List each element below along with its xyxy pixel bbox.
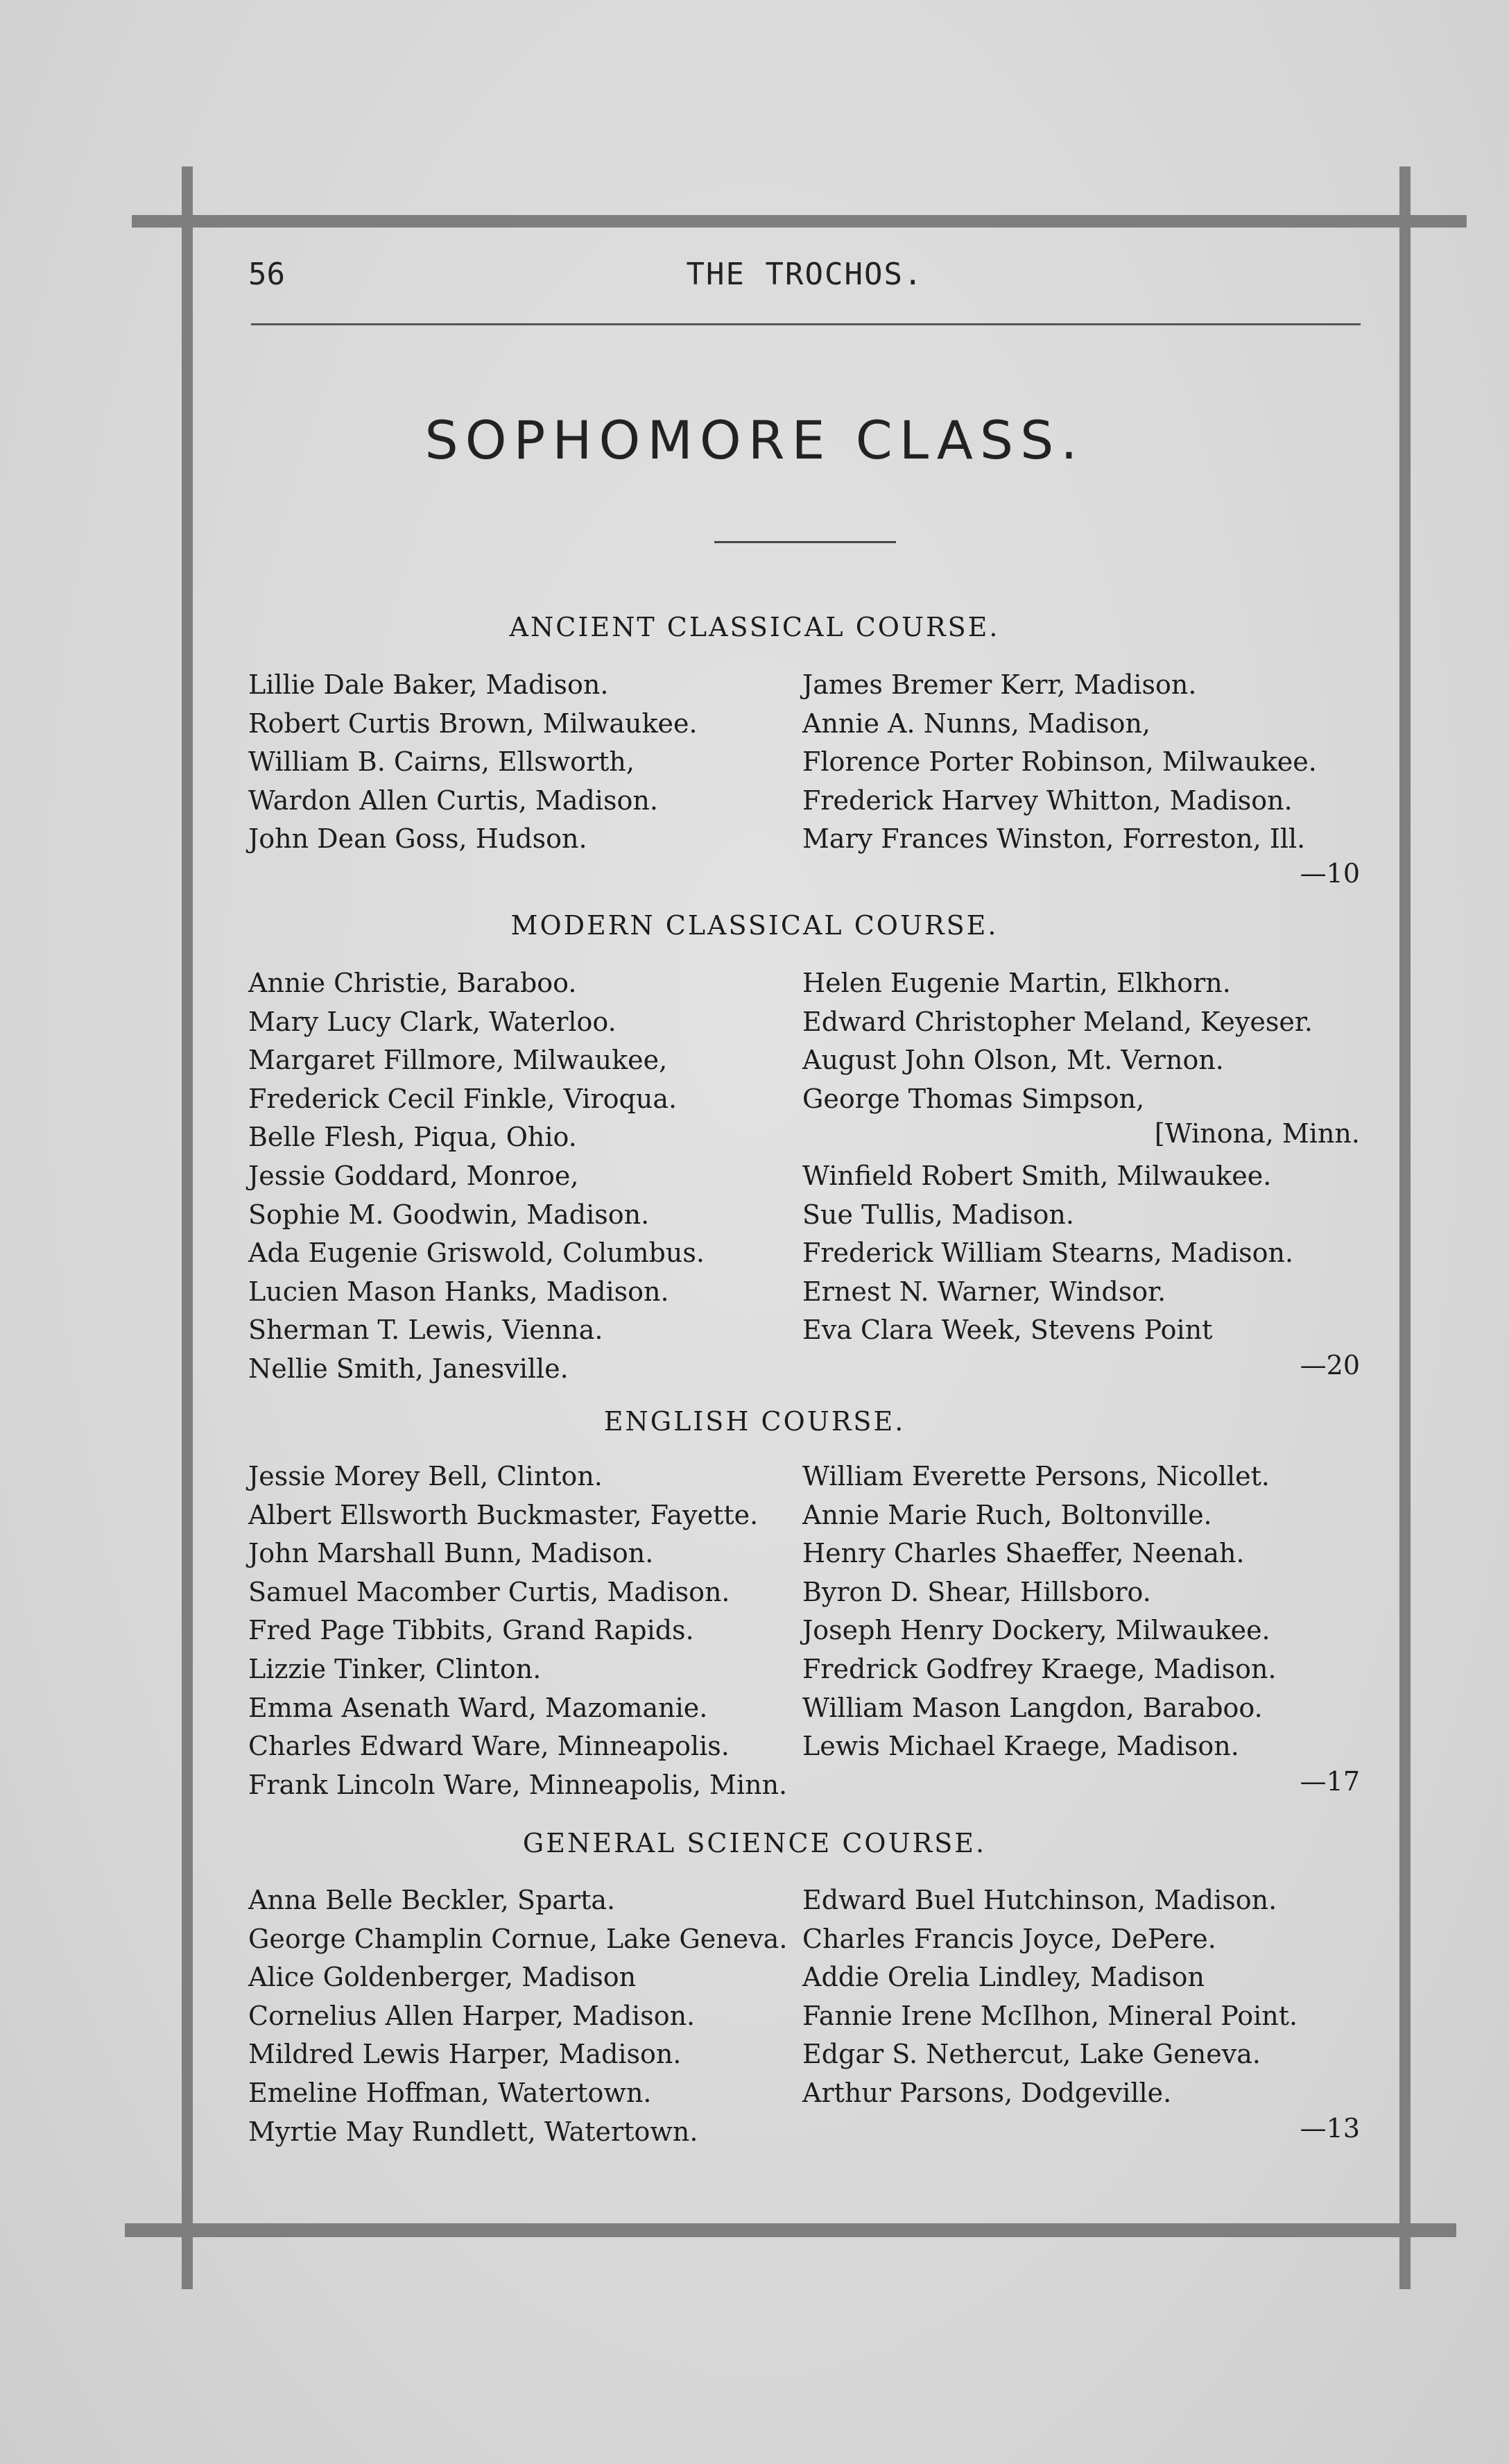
section-count-english: —17 — [1300, 1766, 1360, 1797]
science-right-list — [802, 1881, 1297, 2113]
list-item: Florence Porter Robinson, Milwaukee. — [802, 746, 1317, 778]
list-item: Robert Curtis Brown, Milwaukee. — [248, 708, 698, 739]
list-item: Jessie Goddard, Monroe, — [248, 1160, 579, 1191]
modern-right-list — [802, 964, 1313, 1350]
list-item: Eva Clara Week, Stevens Point — [802, 1315, 1213, 1346]
list-item: Margaret Fillmore, Milwaukee, — [248, 1045, 668, 1076]
course-heading-science: GENERAL SCIENCE COURSE. — [522, 1828, 987, 1858]
list-item: Annie Christie, Baraboo. — [248, 968, 577, 998]
list-item: August John Olson, Mt. Vernon. — [802, 1045, 1224, 1076]
header-rule — [251, 323, 1361, 325]
address-continuation: [Winona, Minn. — [1154, 1118, 1360, 1149]
frame-right-border — [1399, 166, 1411, 2289]
list-item: Fannie Irene McIlhon, Mineral Point. — [802, 2000, 1298, 2031]
list-item: Edward Buel Hutchinson, Madison. — [802, 1885, 1277, 1915]
list-item: John Marshall Bunn, Madison. — [248, 1538, 654, 1569]
title-rule — [714, 541, 896, 543]
list-item: Albert Ellsworth Buckmaster, Fayette. — [248, 1499, 759, 1530]
list-item: John Dean Goss, Hudson. — [248, 823, 587, 855]
frame-bottom-border — [125, 2223, 1456, 2237]
course-heading-english: ENGLISH COURSE. — [603, 1406, 906, 1437]
list-item: Frederick Harvey Whitton, Madison. — [802, 785, 1293, 816]
list-item: Samuel Macomber Curtis, Madison. — [248, 1576, 730, 1607]
list-item: Edward Christopher Meland, Keyeser. — [802, 1006, 1313, 1037]
list-item: Lizzie Tinker, Clinton. — [248, 1653, 542, 1684]
section-count-modern: —20 — [1300, 1350, 1360, 1380]
list-item: Anna Belle Beckler, Sparta. — [248, 1885, 616, 1915]
list-item: Helen Eugenie Martin, Elkhorn. — [802, 968, 1231, 998]
list-item: Addie Orelia Lindley, Madison — [802, 1962, 1205, 1993]
list-item: Alice Goldenberger, Madison — [248, 1962, 637, 1993]
list-item: Winfield Robert Smith, Milwaukee. — [802, 1160, 1272, 1191]
page-header — [248, 257, 1361, 305]
list-item: Jessie Morey Bell, Clinton. — [248, 1461, 603, 1491]
list-item: Wardon Allen Curtis, Madison. — [248, 785, 658, 816]
frame-top-border — [132, 215, 1467, 228]
list-item: Lucien Mason Hanks, Madison. — [248, 1276, 669, 1307]
list-item: Byron D. Shear, Hillsboro. — [802, 1576, 1151, 1607]
course-heading-ancient: ANCIENT CLASSICAL COURSE. — [509, 612, 1000, 642]
page-number: 56 — [248, 257, 285, 292]
list-item: Charles Edward Ware, Minneapolis. — [248, 1731, 730, 1762]
ancient-right-list — [802, 666, 1317, 859]
section-count-ancient: —10 — [1300, 858, 1360, 889]
frame-left-border — [182, 166, 193, 2289]
class-title: SOPHOMORE CLASS. — [424, 409, 1085, 471]
list-item: Emeline Hoffman, Watertown. — [248, 2077, 652, 2108]
list-item: Sherman T. Lewis, Vienna. — [248, 1315, 603, 1346]
list-item: Myrtie May Rundlett, Watertown. — [248, 2116, 698, 2147]
list-item: Ernest N. Warner, Windsor. — [802, 1276, 1166, 1307]
ancient-left-list — [248, 666, 698, 859]
list-item: William Mason Langdon, Baraboo. — [802, 1692, 1263, 1723]
list-item: Sophie M. Goodwin, Madison. — [248, 1199, 650, 1230]
english-left-list — [248, 1457, 787, 1804]
list-item: Arthur Parsons, Dodgeville. — [802, 2077, 1172, 2108]
list-item: William B. Cairns, Ellsworth, — [248, 746, 635, 778]
list-item: Nellie Smith, Janesville. — [248, 1353, 569, 1384]
list-item: Charles Francis Joyce, DePere. — [802, 1923, 1216, 1954]
list-item: Fredrick Godfrey Kraege, Madison. — [802, 1653, 1277, 1684]
list-item: Frank Lincoln Ware, Minneapolis, Minn. — [248, 1769, 788, 1800]
list-item: James Bremer Kerr, Madison. — [802, 669, 1197, 700]
list-item: Cornelius Allen Harper, Madison. — [248, 2000, 696, 2031]
list-item: Emma Asenath Ward, Mazomanie. — [248, 1692, 708, 1723]
list-item: George Thomas Simpson, — [802, 1083, 1145, 1114]
list-item: Joseph Henry Dockery, Milwaukee. — [802, 1615, 1270, 1646]
english-right-list — [802, 1457, 1277, 1766]
list-item: Annie A. Nunns, Madison, — [802, 708, 1151, 739]
list-item: Lillie Dale Baker, Madison. — [248, 669, 609, 700]
list-item: Lewis Michael Kraege, Madison. — [802, 1731, 1239, 1762]
science-left-list — [248, 1881, 787, 2151]
running-title: THE TROCHOS. — [686, 257, 924, 292]
list-item: George Champlin Cornue, Lake Geneva. — [248, 1923, 788, 1954]
list-item: Sue Tullis, Madison. — [802, 1199, 1074, 1230]
list-item: Frederick William Stearns, Madison. — [802, 1238, 1294, 1269]
section-count-science: —13 — [1300, 2113, 1360, 2144]
list-item: Frederick Cecil Finkle, Viroqua. — [248, 1083, 678, 1114]
list-item: William Everette Persons, Nicollet. — [802, 1461, 1270, 1491]
list-item: Mildred Lewis Harper, Madison. — [248, 2039, 682, 2070]
list-item: Annie Marie Ruch, Boltonville. — [802, 1499, 1212, 1530]
list-item: Mary Frances Winston, Forreston, Ill. — [802, 823, 1306, 855]
list-item: Edgar S. Nethercut, Lake Geneva. — [802, 2039, 1261, 2070]
modern-left-list — [248, 964, 705, 1389]
list-item: Henry Charles Shaeffer, Neenah. — [802, 1538, 1245, 1569]
list-item: Belle Flesh, Piqua, Ohio. — [248, 1122, 577, 1153]
list-item: Ada Eugenie Griswold, Columbus. — [248, 1238, 705, 1269]
list-item: Fred Page Tibbits, Grand Rapids. — [248, 1615, 694, 1646]
list-item: Mary Lucy Clark, Waterloo. — [248, 1006, 616, 1037]
course-heading-modern: MODERN CLASSICAL COURSE. — [510, 910, 999, 941]
